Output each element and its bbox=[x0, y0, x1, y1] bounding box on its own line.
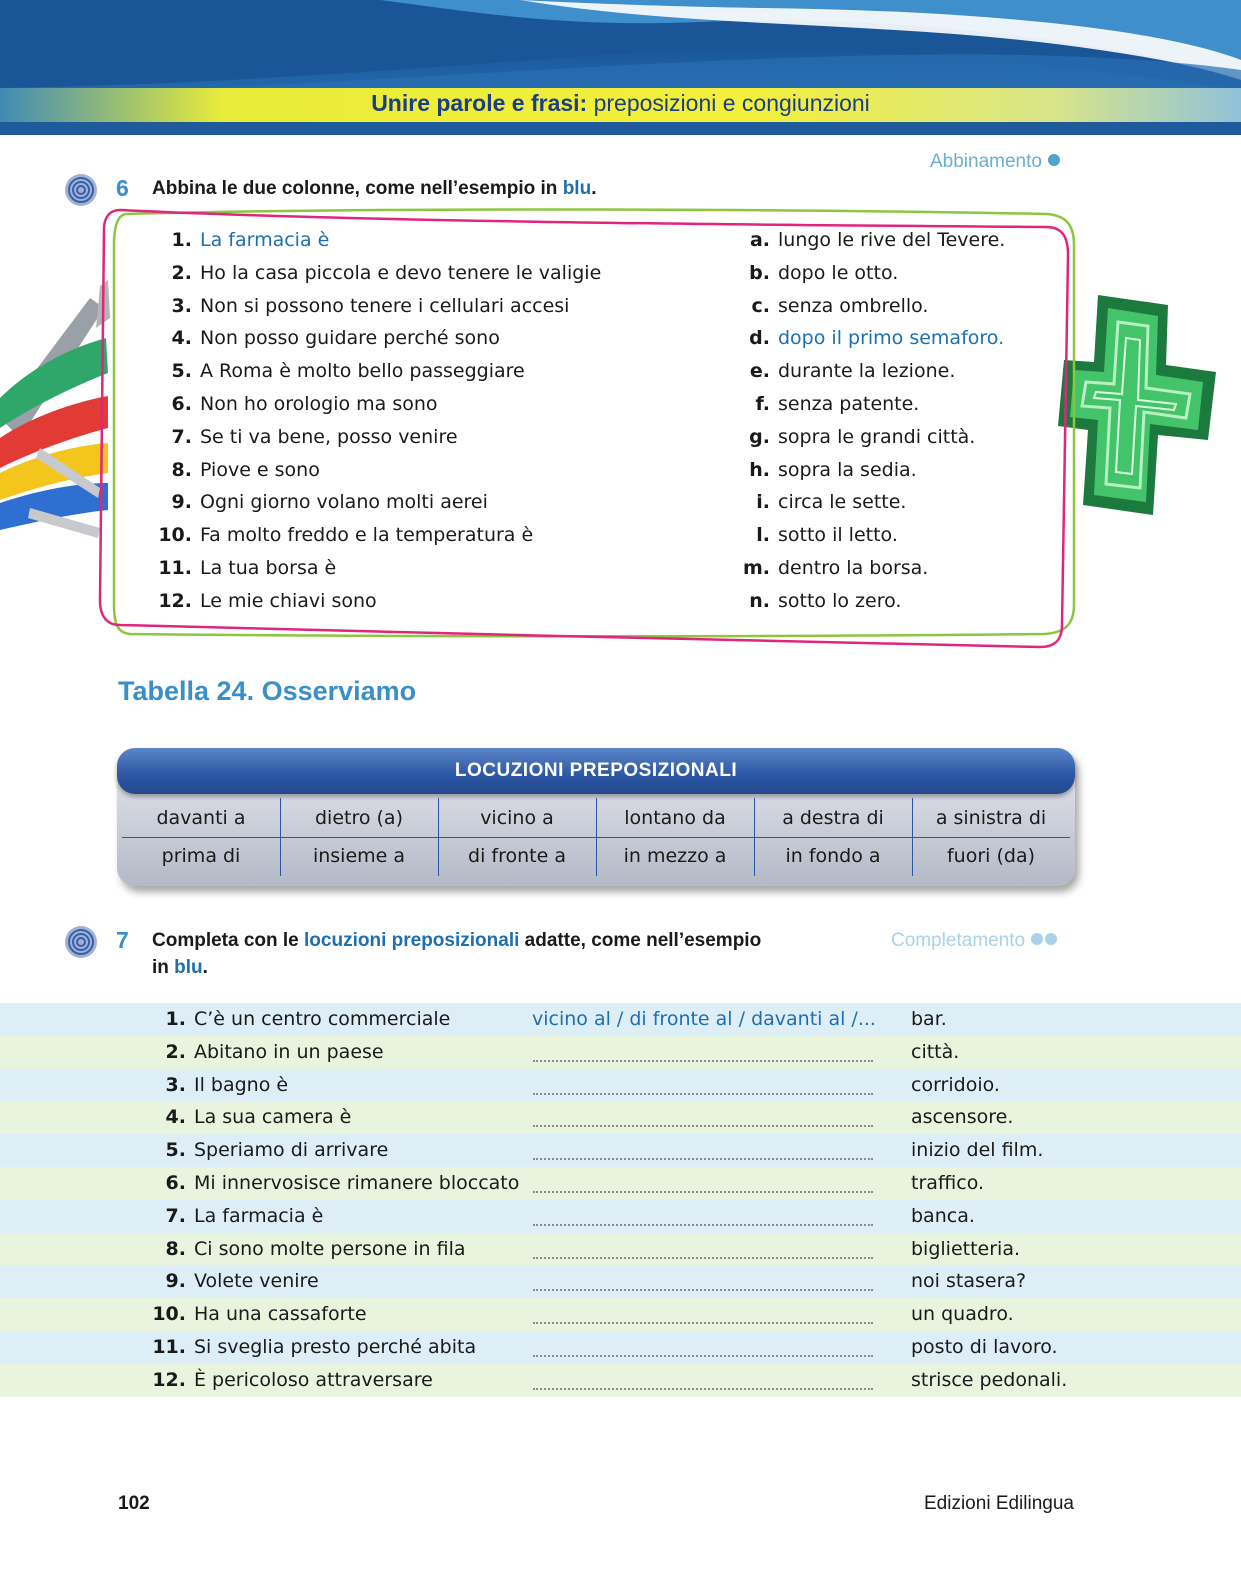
match-left-number: 1. bbox=[171, 229, 192, 251]
match-left-item bbox=[152, 589, 377, 613]
fill-in-sentence bbox=[152, 1205, 323, 1227]
page-number: 102 bbox=[118, 1493, 150, 1514]
exercise-swirl-icon bbox=[64, 173, 98, 207]
sentence-end: banca. bbox=[911, 1204, 975, 1227]
exercise-6-title-text: Abbina le due colonne, come nell’esempio in bbox=[152, 178, 563, 199]
answer-blank[interactable] bbox=[533, 1158, 873, 1160]
locuzione-cell: insieme a bbox=[312, 845, 406, 867]
sentence-end: posto di lavoro. bbox=[911, 1336, 1058, 1358]
sentence-end: biglietteria. bbox=[911, 1237, 1021, 1260]
sentence-start: Ha una cassaforte bbox=[194, 1303, 367, 1326]
sentence-number: 4. bbox=[165, 1106, 186, 1129]
match-right-item bbox=[738, 523, 898, 547]
exercise-6-title-blue: blu bbox=[562, 178, 592, 199]
match-right-item bbox=[738, 425, 975, 449]
exercise-7-title-end: adatte, come nell’esempio bbox=[519, 930, 762, 951]
match-right-text: dopo il primo semaforo. bbox=[778, 327, 1005, 350]
match-right-letter: m. bbox=[742, 557, 770, 579]
sentence-start: Abitano in un paese bbox=[194, 1040, 384, 1063]
difficulty-dot-icon bbox=[1048, 154, 1060, 166]
exercise-6-tag-label: Abbinamento bbox=[930, 151, 1042, 172]
match-left-number: 8. bbox=[171, 458, 192, 481]
sentence-number: 9. bbox=[165, 1270, 186, 1293]
fill-in-sentence bbox=[152, 1172, 519, 1194]
match-right-letter: i. bbox=[756, 491, 770, 514]
match-left-number: 9. bbox=[171, 491, 192, 514]
locuzione-cell: a destra di bbox=[782, 807, 884, 829]
locuzione-cell: in fondo a bbox=[785, 845, 881, 867]
match-left-text: La tua borsa è bbox=[200, 557, 337, 579]
match-left-item bbox=[152, 523, 533, 547]
table-row-divider bbox=[122, 837, 1070, 838]
match-left-item bbox=[152, 556, 336, 580]
exercise-swirl-icon bbox=[64, 925, 98, 959]
match-right-item bbox=[738, 589, 901, 613]
locuzione-cell: lontano da bbox=[624, 807, 726, 829]
match-left-item bbox=[152, 425, 458, 449]
match-left-item bbox=[152, 359, 525, 383]
match-left-number: 7. bbox=[171, 425, 192, 448]
fill-in-sentence bbox=[152, 1270, 319, 1292]
fill-in-sentence bbox=[152, 1303, 367, 1325]
sentence-start: Mi innervosisce rimanere bloccato bbox=[194, 1172, 520, 1194]
match-right-letter: h. bbox=[749, 458, 770, 481]
sentence-start: Volete venire bbox=[194, 1270, 319, 1293]
answer-blank[interactable] bbox=[533, 1224, 873, 1226]
match-left-item bbox=[152, 392, 438, 416]
sentence-number: 12. bbox=[152, 1368, 186, 1391]
match-right-letter: a. bbox=[749, 229, 770, 251]
match-right-item bbox=[738, 556, 928, 580]
match-left-number: 2. bbox=[171, 261, 192, 284]
match-left-item bbox=[152, 228, 329, 252]
difficulty-dot-icon bbox=[1045, 933, 1057, 945]
match-left-text: Ho la casa piccola e devo tenere le valigie bbox=[200, 261, 602, 284]
difficulty-dot-icon bbox=[1031, 933, 1043, 945]
match-right-text: dopo le otto. bbox=[778, 261, 899, 284]
match-right-text: lungo le rive del Tevere. bbox=[778, 229, 1006, 251]
answer-blank[interactable] bbox=[533, 1125, 873, 1127]
sentence-number: 3. bbox=[165, 1073, 186, 1096]
sentence-end: ascensore. bbox=[911, 1106, 1014, 1129]
exercise-7-title-text: Completa con le bbox=[152, 930, 305, 951]
exercise-7-title-line2-end: . bbox=[202, 957, 208, 978]
match-right-text: senza ombrello. bbox=[778, 294, 929, 317]
fill-in-sentence bbox=[152, 1008, 450, 1030]
sentence-number: 10. bbox=[152, 1303, 186, 1326]
sentence-number: 5. bbox=[165, 1139, 186, 1162]
match-right-letter: e. bbox=[749, 360, 770, 383]
sentence-start: È pericoloso attraversare bbox=[194, 1368, 433, 1391]
match-right-item bbox=[738, 228, 1005, 252]
match-right-item bbox=[738, 490, 906, 514]
page-header-banner bbox=[0, 0, 1241, 135]
exercise-7-title-line2-text: in bbox=[152, 957, 175, 978]
fill-in-sentence bbox=[152, 1238, 466, 1260]
match-left-text: Ogni giorno volano molti aerei bbox=[200, 491, 488, 514]
answer-blank[interactable] bbox=[533, 1257, 873, 1259]
sentence-number: 11. bbox=[152, 1336, 186, 1358]
sentence-start: Si sveglia presto perché abita bbox=[194, 1336, 477, 1358]
match-left-item bbox=[152, 294, 569, 318]
sentence-start: La farmacia è bbox=[194, 1204, 324, 1227]
locuzione-cell: dietro (a) bbox=[314, 807, 403, 829]
match-left-text: Fa molto freddo e la temperatura è bbox=[200, 524, 534, 547]
chapter-title bbox=[0, 90, 1241, 117]
locuzione-cell: fuori (da) bbox=[946, 845, 1035, 867]
match-right-item bbox=[738, 326, 1004, 350]
match-left-text: Se ti va bene, posso venire bbox=[200, 425, 458, 448]
sentence-number: 7. bbox=[165, 1204, 186, 1227]
match-right-text: durante la lezione. bbox=[778, 360, 956, 383]
sentence-number: 2. bbox=[165, 1040, 186, 1063]
chapter-title-bold: Unire parole e frasi: bbox=[371, 90, 588, 116]
match-left-text: Non posso guidare perché sono bbox=[200, 327, 500, 350]
match-left-text: Non ho orologio ma sono bbox=[200, 393, 438, 415]
match-left-number: 4. bbox=[171, 327, 192, 350]
exercise-7-title-line2 bbox=[152, 957, 208, 979]
match-right-text: sotto lo zero. bbox=[778, 589, 902, 612]
answer-blank[interactable] bbox=[533, 1060, 873, 1062]
answer-blank[interactable] bbox=[533, 1289, 873, 1291]
exercise-6-title bbox=[152, 178, 596, 200]
match-left-text: La farmacia è bbox=[200, 229, 330, 251]
sentence-number: 1. bbox=[165, 1008, 186, 1030]
match-left-number: 12. bbox=[158, 589, 192, 612]
match-right-letter: l. bbox=[756, 524, 770, 547]
match-right-item bbox=[738, 392, 919, 416]
exercise-6-title-end: . bbox=[591, 178, 597, 199]
match-left-item bbox=[152, 261, 601, 285]
match-right-text: senza patente. bbox=[778, 393, 920, 415]
sentence-start: Il bagno è bbox=[194, 1073, 289, 1096]
exercise-7-number: 7 bbox=[116, 927, 129, 953]
match-right-item bbox=[738, 458, 917, 482]
sentence-end: corridoio. bbox=[911, 1073, 1000, 1096]
match-right-text: circa le sette. bbox=[778, 491, 907, 514]
match-right-text: sopra le grandi città. bbox=[778, 425, 976, 448]
sentence-end: noi stasera? bbox=[911, 1270, 1027, 1293]
match-left-text: Le mie chiavi sono bbox=[200, 589, 377, 612]
sentence-end: un quadro. bbox=[911, 1303, 1014, 1326]
match-right-letter: b. bbox=[749, 261, 770, 284]
match-left-item bbox=[152, 490, 488, 514]
answer-blank[interactable] bbox=[533, 1388, 873, 1390]
locuzione-cell: a sinistra di bbox=[935, 807, 1047, 829]
match-left-number: 6. bbox=[171, 393, 192, 415]
answer-blank[interactable] bbox=[533, 1322, 873, 1324]
table-24-title: Tabella 24. Osserviamo bbox=[118, 676, 417, 706]
fill-in-sentence bbox=[152, 1106, 351, 1128]
fill-in-sentence bbox=[152, 1369, 433, 1391]
match-left-item bbox=[152, 458, 320, 482]
match-right-text: dentro la borsa. bbox=[778, 557, 929, 579]
sentence-end: città. bbox=[911, 1040, 960, 1063]
locuzione-cell: vicino a bbox=[480, 807, 554, 829]
match-left-number: 3. bbox=[171, 294, 192, 317]
sentence-number: 6. bbox=[165, 1172, 186, 1194]
chapter-title-rest: preposizioni e congiunzioni bbox=[587, 90, 870, 116]
fill-in-sentence bbox=[152, 1139, 388, 1161]
keys-graphic bbox=[0, 280, 110, 538]
exercise-6-number: 6 bbox=[116, 175, 129, 201]
match-left-item bbox=[152, 326, 500, 350]
sentence-start: Speriamo di arrivare bbox=[194, 1139, 389, 1162]
locuzione-cell: di fronte a bbox=[468, 845, 566, 867]
answer-blank[interactable] bbox=[533, 1093, 873, 1095]
exercise-7-title-blue: locuzioni preposizionali bbox=[304, 930, 520, 951]
match-right-item bbox=[738, 261, 898, 285]
match-right-letter: n. bbox=[749, 589, 770, 612]
exercise-7-tag-label: Completamento bbox=[891, 930, 1026, 951]
exercise-7-title bbox=[152, 930, 761, 952]
fill-in-sentence bbox=[152, 1074, 288, 1096]
match-left-number: 10. bbox=[158, 524, 192, 547]
exercise-6-type-tag bbox=[930, 151, 1060, 173]
match-right-item bbox=[738, 359, 955, 383]
locuzione-cell: davanti a bbox=[156, 807, 246, 829]
example-answer: vicino al / di fronte al / davanti al /... bbox=[532, 1008, 876, 1030]
sentence-end: traffico. bbox=[911, 1172, 985, 1194]
sentence-start: C’è un centro commerciale bbox=[194, 1008, 451, 1030]
match-left-text: Non si possono tenere i cellulari accesi bbox=[200, 294, 570, 317]
match-right-text: sopra la sedia. bbox=[778, 458, 917, 481]
exercise-7-type-tag bbox=[891, 930, 1057, 952]
locuzione-cell: in mezzo a bbox=[623, 845, 727, 867]
match-right-item bbox=[738, 294, 928, 318]
match-right-text: sotto il letto. bbox=[778, 524, 898, 547]
sentence-start: Ci sono molte persone in fila bbox=[194, 1237, 466, 1260]
locuzioni-table-header-label: LOCUZIONI PREPOSIZIONALI bbox=[454, 760, 738, 781]
answer-blank[interactable] bbox=[533, 1191, 873, 1193]
fill-in-sentence bbox=[152, 1336, 476, 1358]
publisher-name: Edizioni Edilingua bbox=[924, 1493, 1074, 1514]
fill-in-sentence bbox=[152, 1041, 384, 1063]
sentence-number: 8. bbox=[165, 1237, 186, 1260]
sentence-end: strisce pedonali. bbox=[911, 1368, 1068, 1391]
exercise-7-title-line2-blue: blu bbox=[174, 957, 203, 978]
sentence-end: inizio del film. bbox=[911, 1139, 1044, 1162]
match-left-number: 5. bbox=[171, 360, 192, 383]
sentence-end: bar. bbox=[911, 1008, 947, 1030]
match-left-number: 11. bbox=[158, 557, 192, 579]
sentence-start: La sua camera è bbox=[194, 1106, 352, 1129]
match-left-text: A Roma è molto bello passeggiare bbox=[200, 360, 525, 383]
match-right-letter: g. bbox=[749, 425, 770, 448]
match-right-letter: c. bbox=[751, 294, 770, 317]
answer-blank[interactable] bbox=[533, 1355, 873, 1357]
match-right-letter: d. bbox=[749, 327, 770, 350]
match-left-text: Piove e sono bbox=[200, 458, 320, 481]
match-right-letter: f. bbox=[755, 393, 770, 415]
pharmacy-cross-illustration bbox=[1058, 290, 1218, 520]
locuzione-cell: prima di bbox=[161, 845, 241, 867]
